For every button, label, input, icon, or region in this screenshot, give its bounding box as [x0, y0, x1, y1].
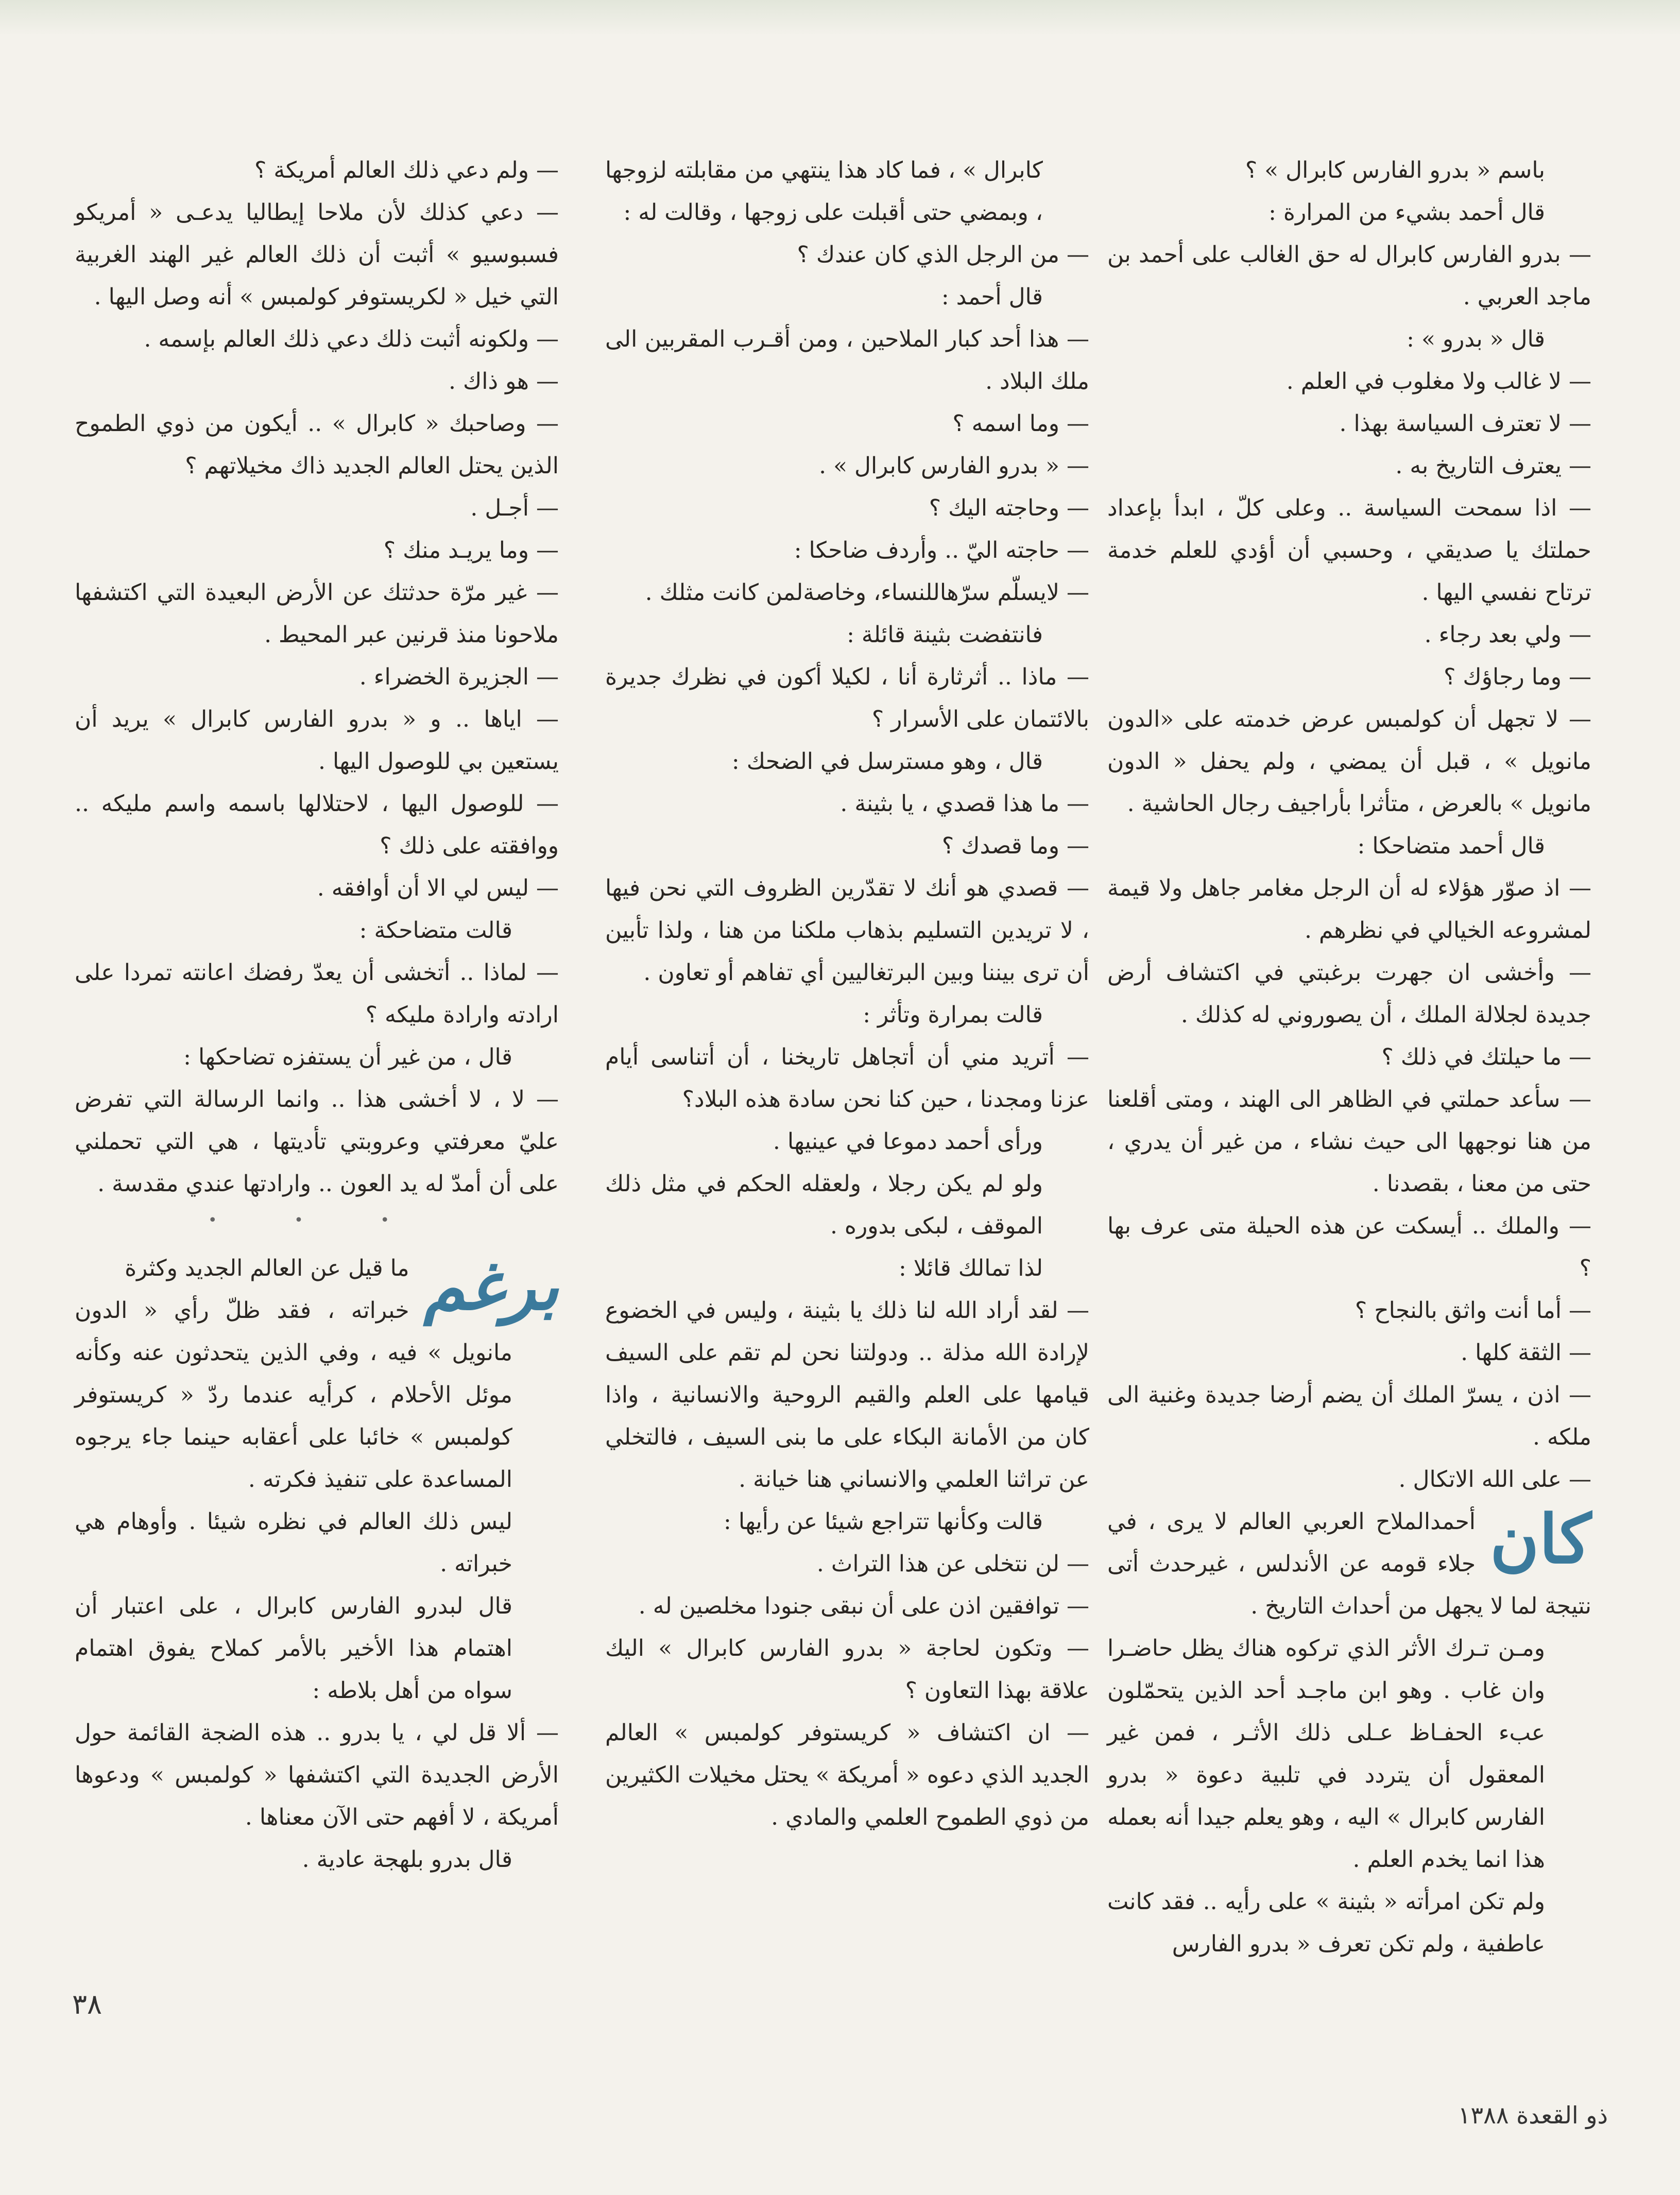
paragraph: [605, 1163, 1089, 1247]
paragraph-text: — اذ صوّر هؤلاء له أن الرجل مغامر جاهل ولا قيمة لمشروعه الخيالي في نظرهم .: [1107, 875, 1591, 944]
paragraph-text: — دعي كذلك لأن ملاحا إيطاليا يدعـى « أمريكو فسبوسيو » أثبت أن ذلك العالم غير الهند الغربية التي خيل « لكريستوفر كولمبس » أنه وصل اليها .: [75, 199, 559, 310]
paragraph: [605, 1121, 1089, 1163]
dialogue-line: [75, 783, 559, 867]
dialogue-line: [605, 783, 1089, 825]
dialogue-line: [75, 149, 559, 192]
paragraph-text: قال بدرو بلهجة عادية .: [302, 1846, 512, 1873]
paragraph-text: — غير مرّة حدثتك عن الأرض البعيدة التي اكتشفها ملاحونا منذ قرنين عبر المحيط .: [75, 579, 559, 648]
paragraph-text: خبراته ، فقد ظلّ رأي « الدون مانويل » فيه ، وفي الذين يتحدثون عنه وكأنه موئل الأحلام ، كرأيه عندما ردّ « كريستوفر كولمبس » خائبا على أعقابه حينما جاء يرجوه المساعدة على تنفيذ فكرته .: [75, 1297, 512, 1493]
paragraph-text: — وما اسمه ؟: [952, 410, 1089, 437]
paragraph-text: — والملك .. أيسكت عن هذه الحيلة متى عرف بها ؟: [1107, 1213, 1591, 1281]
dialogue-line: [75, 529, 559, 572]
page-number: ٣٨: [72, 1988, 102, 2020]
paragraph-text: قال ، من غير أن يستفزه تضاحكها :: [183, 1044, 512, 1070]
dialogue-line: [75, 572, 559, 656]
dialogue-line: [1107, 1459, 1591, 1501]
dialogue-line: [1107, 403, 1591, 445]
paragraph: [605, 994, 1089, 1036]
dialogue-line: [1107, 1205, 1591, 1290]
dialogue-line: [605, 1712, 1089, 1839]
paragraph-text: — سأعد حملتي في الظاهر الى الهند ، ومتى أقلعنا من هنا نوجهها الى حيث نشاء ، من غير أن يدري ، حتى من معنا ، بقصدنا .: [1107, 1086, 1591, 1197]
paragraph: [1107, 1627, 1591, 1881]
paragraph-text: — وأخشى ان جهرت برغبتي في اكتشاف أرض جديدة لجلالة الملك ، أن يصوروني له كذلك .: [1107, 959, 1591, 1028]
dialogue-line: [1107, 361, 1591, 403]
paragraph-dropcap: [75, 1246, 559, 1325]
paragraph-text: — أجـل .: [470, 495, 559, 521]
paragraph-text: قال ، وهو مسترسل في الضحك :: [731, 748, 1043, 775]
dialogue-line: [1107, 867, 1591, 952]
dialogue-line: [605, 1543, 1089, 1585]
paragraph: [1107, 1881, 1591, 1965]
dialogue-line: [1107, 614, 1591, 656]
paragraph-text: — الجزيرة الخضراء .: [359, 664, 559, 690]
paragraph-text: — الثقة كلها .: [1461, 1340, 1591, 1366]
dialogue-line: [75, 487, 559, 529]
dialogue-line: [1107, 698, 1591, 825]
page-top-edge: [0, 0, 1680, 36]
paragraph-text: لذا تمالك قائلا :: [898, 1255, 1043, 1281]
paragraph-text: قال أحمد متضاحكا :: [1357, 833, 1545, 859]
paragraph-text: قال أحمد :: [941, 284, 1043, 310]
dialogue-line: [75, 192, 559, 318]
paragraph-text: — اذا سمحت السياسة .. وعلى كلّ ، ابدأ بإعداد حملتك يا صديقي ، وحسبي أن أؤدي للعلم خدمة ترتاح نفسي اليها .: [1107, 495, 1591, 606]
paragraph-text: — وصاحبك « كابرال » .. أيكون من ذوي الطموح الذين يحتل العالم الجديد ذاك مخيلاتهم ؟: [75, 410, 559, 479]
paragraph-text: ليس ذلك العالم في نظره شيئا . وأوهام هي خبراته .: [75, 1508, 512, 1577]
paragraph-text: — هذا أحد كبار الملاحين ، ومن أقـرب المقربين الى ملك البلاد .: [605, 326, 1089, 395]
dialogue-line: [605, 1036, 1089, 1121]
paragraph: [605, 149, 1089, 234]
paragraph-text: قالت بمرارة وتأثر :: [863, 1002, 1043, 1028]
paragraph-text: قال لبدرو الفارس كابرال ، على اعتبار أن اهتمام هذا الأخير بالأمر كملاح يفوق اهتمام سواه من أهل بلاطه :: [75, 1593, 512, 1704]
paragraph-text: باسم « بدرو الفارس كابرال » ؟: [1245, 157, 1545, 183]
paragraph-text: — توافقين اذن على أن نبقى جنودا مخلصين له .: [638, 1593, 1089, 1619]
paragraph-text: — ما هذا قصدي ، يا بثينة .: [840, 791, 1089, 817]
dialogue-line: [1107, 1036, 1591, 1078]
paragraph-text: — لا ، لا أخشى هذا .. وانما الرسالة التي تفرض عليّ معرفتي وعروبتي تأديتها ، هي التي تحملني على أن أمدّ له يد العون .. وارادتها عندي مقدسة .: [75, 1086, 559, 1197]
paragraph-text: — قصدي هو أنك لا تقدّرين الظروف التي نحن فيها ، لا تريدين التسليم بذهاب ملكنا من هنا ، ولذا تأبين أن ترى بيننا وبين البرتغاليين أي تفاهم أو تعاون .: [605, 875, 1089, 986]
dialogue-line: [75, 403, 559, 487]
paragraph-text: — لقد أراد الله لنا ذلك يا بثينة ، وليس في الخضوع لإرادة الله مذلة .. ودولتنا نحن لم تقم على السيف قيامها على العلم والقيم الروحية والانسانية ، واذا كان من الأمانة البكاء على ما بنى السيف ، فالتخلي عن تراثنا العلمي والانساني هنا خيانة .: [605, 1297, 1089, 1493]
paragraph: [75, 1839, 559, 1881]
dialogue-line: [1107, 656, 1591, 698]
dialogue-line: [605, 318, 1089, 403]
dialogue-line: [605, 867, 1089, 994]
paragraph: [1107, 318, 1591, 361]
paragraph-text: — من الرجل الذي كان عندك ؟: [797, 242, 1089, 268]
column-left: [75, 149, 559, 1881]
paragraph-text: ما قيل عن العالم الجديد وكثرة: [125, 1255, 409, 1281]
paragraph-text: — لن نتخلى عن هذا التراث .: [816, 1551, 1089, 1577]
paragraph-text: — ولم دعي ذلك العالم أمريكة ؟: [254, 157, 559, 183]
paragraph-text: أحمدالملاح العربي العالم لا يرى ، في جلاء قومه عن الأندلس ، غيرحدث أتى نتيجة لما لا يجهل من أحداث التاريخ .: [1107, 1508, 1591, 1619]
paragraph-text: — ولكونه أثبت ذلك دعي ذلك العالم بإسمه .: [144, 326, 559, 352]
paragraph-text: — وما قصدك ؟: [941, 833, 1089, 859]
dialogue-line: [75, 318, 559, 361]
dialogue-line: [75, 1712, 559, 1839]
dialogue-line: [1107, 1374, 1591, 1459]
dialogue-line: [605, 487, 1089, 529]
section-separator: • • •: [208, 1211, 426, 1229]
paragraph-text: قال أحمد بشيء من المرارة :: [1268, 199, 1545, 226]
dialogue-line: [605, 572, 1089, 614]
paragraph-text: — لا غالب ولا مغلوب في العلم .: [1286, 368, 1591, 395]
dialogue-line: [75, 867, 559, 910]
paragraph-text: — أما أنت واثق بالنجاح ؟: [1355, 1297, 1591, 1324]
paragraph-text: قالت متضاحكة :: [359, 917, 512, 944]
dropcap-letter: برغم: [423, 1246, 559, 1325]
dialogue-line: [1107, 1290, 1591, 1332]
dialogue-line: [605, 234, 1089, 276]
paragraph-text: ورأى أحمد دموعا في عينيها .: [773, 1128, 1043, 1155]
paragraph: [1107, 149, 1591, 192]
paragraph-text: — للوصول اليها ، لاحتلالها باسمه واسم مليكه .. ووافقته على ذلك ؟: [75, 791, 559, 859]
paragraph: [1107, 825, 1591, 867]
issue-date: ذو القعدة ١٣٨٨: [1458, 2101, 1608, 2129]
paragraph-text: — ألا قل لي ، يا بدرو .. هذه الضجة القائمة حول الأرض الجديدة التي اكتشفها « كولمبس » ودعوها أمريكة ، لا أفهم حتى الآن معناها .: [75, 1720, 559, 1830]
column-middle: [605, 149, 1089, 1839]
dialogue-line: [1107, 445, 1591, 487]
paragraph: [75, 1036, 559, 1078]
paragraph-text: — ولي بعد رجاء .: [1424, 622, 1591, 648]
paragraph: [75, 1585, 559, 1712]
paragraph-text: كابرال » ، فما كاد هذا ينتهي من مقابلته لزوجها ، وبمضي حتى أقبلت على زوجها ، وقالت له :: [605, 157, 1043, 226]
dialogue-line: [605, 825, 1089, 867]
dropcap-letter: كان: [1490, 1500, 1591, 1579]
paragraph: [605, 1501, 1089, 1543]
paragraph-text: — أتريد مني أن أتجاهل تاريخنا ، أن أتناسى أيام عزنا ومجدنا ، حين كنا نحن سادة هذه البلاد؟: [605, 1044, 1089, 1112]
column-right: [1107, 149, 1591, 1965]
dialogue-line: [605, 1585, 1089, 1627]
paragraph: [605, 1247, 1089, 1290]
paragraph-text: قال « بدرو » :: [1407, 326, 1545, 352]
paragraph-text: — وما يريـد منك ؟: [383, 537, 559, 563]
paragraph-text: فانتفضت بثينة قائلة :: [847, 622, 1043, 648]
paragraph-text: — وحاجته اليك ؟: [929, 495, 1089, 521]
dialogue-line: [75, 1078, 559, 1205]
dialogue-line: [1107, 1332, 1591, 1374]
paragraph-text: — حاجته اليّ .. وأردف ضاحكا :: [794, 537, 1089, 563]
dialogue-line: [605, 403, 1089, 445]
paragraph-text: — وتكون لحاجة « بدرو الفارس كابرال » اليك علاقة بهذا التعاون ؟: [605, 1635, 1089, 1704]
paragraph-text: — لا تعترف السياسة بهذا .: [1339, 410, 1591, 437]
paragraph-text: — ان اكتشاف « كريستوفر كولمبس » العالم الجديد الذي دعوه « أمريكة » يحتل مخيلات الكثيرين من ذوي الطموح العلمي والمادي .: [605, 1720, 1089, 1830]
dialogue-line: [605, 1290, 1089, 1501]
dialogue-line: [1107, 952, 1591, 1036]
paragraph: [605, 276, 1089, 318]
paragraph: [605, 741, 1089, 783]
paragraph-text: — اذن ، يسرّ الملك أن يضم أرضا جديدة وغنية الى ملكه .: [1107, 1382, 1591, 1450]
paragraph-text: — على الله الاتكال .: [1398, 1466, 1591, 1493]
paragraph-text: — لا تجهل أن كولمبس عرض خدمته على «الدون مانويل » ، قبل أن يمضي ، ولم يحفل « الدون مانويل » بالعرض ، متأثرا بأراجيف رجال الحاشية .: [1107, 706, 1591, 817]
dialogue-line: [75, 361, 559, 403]
dialogue-line: [605, 445, 1089, 487]
paragraph-text: — اياها .. و « بدرو الفارس كابرال » يريد أن يستعين بي للوصول اليها .: [75, 706, 559, 775]
paragraph-text: — ليس لي الا أن أوافقه .: [317, 875, 559, 901]
paragraph-text: — بدرو الفارس كابرال له حق الغالب على أحمد بن ماجد العربي .: [1107, 242, 1591, 310]
paragraph-text: ولم تكن امرأته « بثينة » على رأيه .. فقد كانت عاطفية ، ولم تكن تعرف « بدرو الفارس: [1107, 1889, 1545, 1957]
dialogue-line: [1107, 487, 1591, 614]
paragraph-text: — وما رجاؤك ؟: [1444, 664, 1591, 690]
paragraph: [605, 614, 1089, 656]
paragraph: [75, 910, 559, 952]
dialogue-line: [1107, 1078, 1591, 1205]
dialogue-line: [75, 698, 559, 783]
paragraph-text: — ماذا .. أثرثارة أنا ، لكيلا أكون في نظرك جديرة بالائتمان على الأسرار ؟: [605, 664, 1089, 732]
paragraph-text: — ما حيلتك في ذلك ؟: [1381, 1044, 1591, 1070]
paragraph: [1107, 192, 1591, 234]
paragraph-text: — لماذا .. أتخشى أن يعدّ رفضك اعانته تمردا على ارادته وارادة مليكه ؟: [75, 959, 559, 1028]
paragraph-text: — لايسلّم سرّهاللنساء، وخاصةلمن كانت مثلك .: [645, 579, 1089, 606]
dialogue-line: [605, 656, 1089, 741]
dialogue-line: [1107, 234, 1591, 318]
paragraph-text: قالت وكأنها تتراجع شيئا عن رأيها :: [724, 1508, 1043, 1535]
paragraph-text: — « بدرو الفارس كابرال » .: [819, 453, 1089, 479]
dialogue-line: [605, 529, 1089, 572]
dialogue-line: [75, 952, 559, 1036]
paragraph: [1107, 1501, 1591, 1627]
dialogue-line: [75, 656, 559, 698]
paragraph-text: ولو لم يكن رجلا ، ولعقله الحكم في مثل ذلك الموقف ، لبكى بدوره .: [605, 1171, 1043, 1239]
paragraph: [75, 1501, 559, 1585]
paragraph-text: — يعترف التاريخ به .: [1395, 453, 1591, 479]
paragraph-text: — هو ذاك .: [449, 368, 559, 395]
paragraph-text: ومـن تـرك الأثر الذي تركوه هناك يظل حاضـرا وان غاب . وهو ابن ماجـد أحد الذين يتحمّلون عبء الحفـاظ عـلى ذلك الأثـر ، فمن غير المعقول أن يتردد في تلبية دعوة « بدرو الفارس كابرال » اليه ، وهو يعلم جيدا أنه بعمله هذا انما يخدم العلم .: [1107, 1635, 1545, 1873]
dialogue-line: [605, 1627, 1089, 1712]
